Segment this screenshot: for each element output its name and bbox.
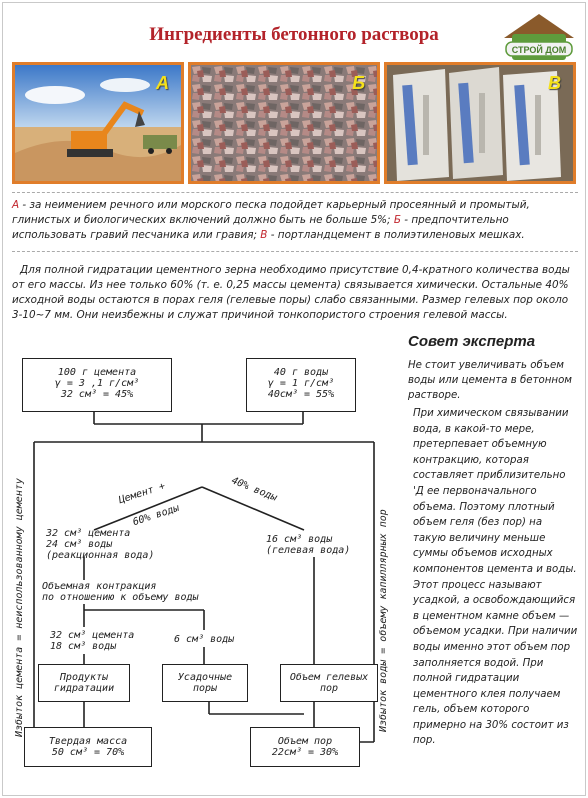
cement-input-box [22, 358, 172, 412]
remaining-water: 18 см³ воды [50, 641, 117, 652]
advice-paragraph-2: При химическом связывании вода, в какой-то мере, претерпевает объемную контракцию, которая составляет приблизительно 'Д ее первоначального объема. Поэтому плотный объем геля (без пор) на такую величину меньше суммы объемов исходных компонентов цемента и воды. Этот процесс называют усадкой, а освобождающийся в цементном камне объем — объемом усадки. При наличии воды именно этот объем пор заполняется водой. При полной гидратации цементного клея получаем гель, объем которого примерно на 30% состоит из пор. [413, 408, 578, 747]
cement-volume: 32 см³ = 45% [60, 389, 134, 400]
forty-pct-water-label: 40% воды [229, 475, 279, 504]
gel-water-label [266, 534, 350, 556]
brand-logo [498, 8, 580, 68]
photo-letter-b: Б [352, 73, 365, 93]
cement-plus-label: Цемент + [117, 480, 167, 507]
caption-text-a: - за неимением речного или морского песка подойдет карьерный просеянный и промытый, глинистых и биологических включений должно быть не больше 5%; [12, 199, 530, 226]
sixty-pct-water-label: 60% воды [131, 502, 181, 529]
reaction-cement: 32 см³ цемента [46, 528, 131, 539]
pore-volume-box [250, 727, 360, 767]
reaction-water-note: (реакционная вода) [46, 550, 155, 561]
six-water-label: 6 см³ воды [174, 634, 235, 645]
pore-volume-title: Объем пор [277, 736, 333, 747]
cement-density: γ = 3 ,1 г/см³ [54, 378, 140, 389]
divider [12, 192, 578, 193]
shrink-line-1: Усадочные [177, 672, 233, 683]
photo-b-gravel [188, 62, 380, 184]
gelpore-line-2: пор [319, 683, 339, 694]
shrinkage-pores-box [162, 664, 248, 702]
gel-water-note: (гелевая вода) [266, 545, 351, 556]
svg-text:СТРОЙ ДОМ: СТРОЙ ДОМ [511, 45, 567, 55]
water-density: γ = 1 г/см³ [267, 378, 335, 389]
photo-a-sand-excavator [12, 62, 184, 184]
gel-water-volume: 16 см³ воды [266, 534, 333, 545]
photo-letter-a: А [156, 73, 169, 93]
water-volume: 40см³ = 55% [267, 389, 335, 400]
solid-mass-box [24, 727, 152, 767]
photo-letter-c: В [548, 73, 561, 93]
gelpore-line-1: Объем гелевых [289, 672, 369, 683]
contraction-label [42, 581, 199, 603]
solid-mass-title: Твердая масса [48, 736, 128, 747]
pore-volume-value: 22см³ = 30% [271, 747, 339, 758]
right-vertical-label: Избыток воды = объему капиллярных пор [378, 509, 389, 732]
left-vertical-label: Избыток цемента = неиспользованному цементу [14, 478, 25, 737]
hydration-products-box [38, 664, 130, 702]
caption-text-c: - портландцемент в полиэтиленовых мешках. [267, 229, 525, 241]
cement-mass: 100 г цемента [57, 367, 137, 378]
remaining-cement: 32 см³ цемента [50, 630, 135, 641]
reaction-water: 24 см³ воды [46, 539, 113, 550]
hydration-line-2: гидратации [53, 683, 115, 694]
caption-key-c: В [260, 229, 268, 241]
remaining-label [50, 630, 134, 652]
intro-paragraph: Для полной гидратации цементного зерна необходимо присутствие 0,4-кратного количества воды от его массы. Из нее только 60% (т. е. 0,25 массы цемента) связывается химически. Остальные 40% исходной воды остаются в порах геля (гелевые поры) слабо связанными. Размер гелевых пор около 3-10~7 мм. Они неизбежны и служат причиной тонкопористого строения гелевой массы. [12, 264, 570, 321]
solid-mass-value: 50 см³ = 70% [51, 747, 125, 758]
gel-pores-box [280, 664, 378, 702]
photo-caption [12, 198, 574, 243]
shrink-line-2: поры [192, 683, 218, 694]
hydration-line-1: Продукты [59, 672, 109, 683]
diagram-lines [14, 352, 404, 792]
divider [12, 251, 578, 252]
caption-text-b: - предпочтительно использовать гравий песчаника или гравия; [12, 214, 509, 241]
reaction-water-label [46, 528, 154, 561]
advice-heading: Совет эксперта [408, 333, 536, 350]
water-mass: 40 г воды [273, 367, 329, 378]
photo-c-cement-bags [384, 62, 576, 184]
contraction-note: по отношению к объему воды [42, 592, 199, 603]
advice-paragraph-1: Не стоит увеличивать объем воды или цемента в бетонном растворе. [408, 360, 572, 401]
water-input-box [246, 358, 356, 412]
caption-key-b: Б [393, 214, 401, 226]
contraction-title: Объемная контракция [42, 581, 157, 592]
caption-key-a: А [12, 199, 20, 211]
page-title: Ингредиенты бетонного раствора [149, 24, 439, 45]
